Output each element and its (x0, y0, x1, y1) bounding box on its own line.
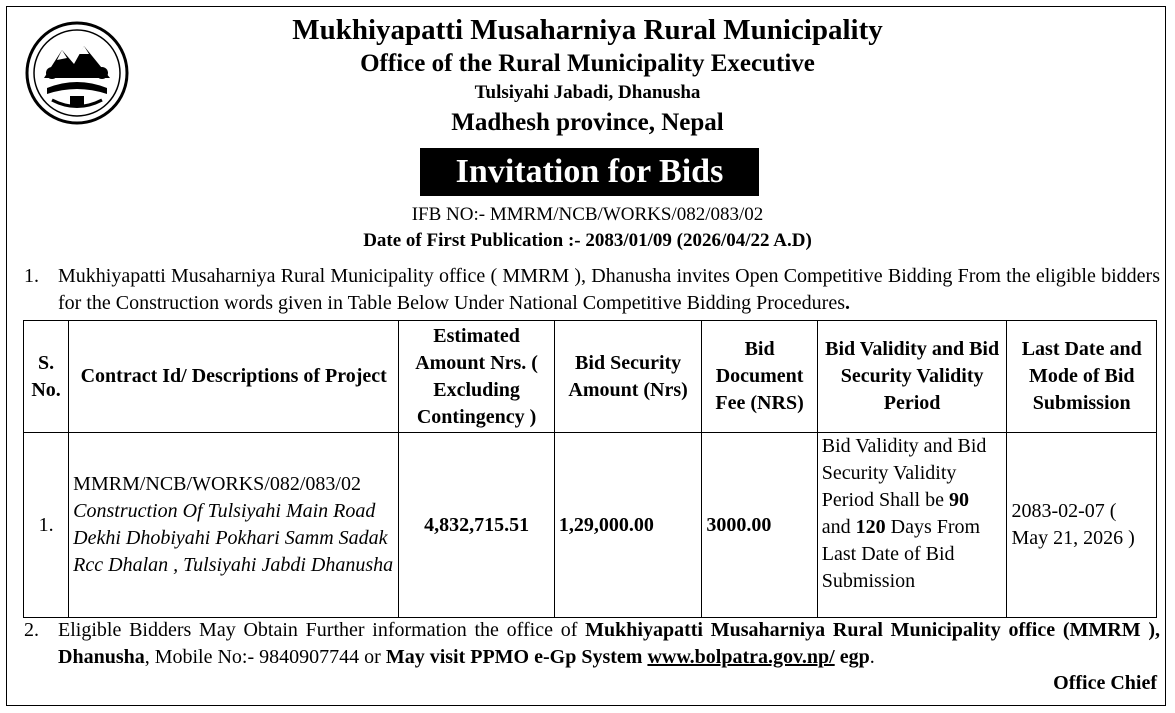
validity-text-a: Bid Validity and Bid Security Validity Period Shall be (821, 435, 987, 511)
paragraph-2-text-a: Eligible Bidders May Obtain Further information the office of (58, 619, 578, 641)
row-estimated-amount: 4,832,715.51 (399, 433, 555, 618)
paragraph-2-end: . (869, 646, 875, 668)
ppmo-text: May visit PPMO e-Gp System (385, 646, 643, 668)
header-bid-security: Bid Security Amount (Nrs) (554, 321, 702, 433)
province-line: Madhesh province, Nepal (451, 109, 724, 136)
paragraph-2 (24, 617, 1160, 671)
row-document-fee: 3000.00 (702, 433, 817, 618)
municipality-name: Mukhiyapatti Musaharniya Rural Municipality (292, 14, 883, 46)
row-validity (817, 433, 1007, 618)
egp-text: egp (839, 646, 870, 668)
paragraph-1-text: Mukhiyapatti Musaharniya Rural Municipality office ( MMRM ), Dhanusha invites Open Competitive Bidding From the eligible bidders for the Construction words given in Table Below Under National Competitive Bidding Procedures (58, 265, 1160, 314)
header-estimated-amount: Estimated Amount Nrs. ( Excluding Contingency ) (399, 321, 555, 433)
header-validity: Bid Validity and Bid Security Validity Period (817, 321, 1007, 433)
validity-text-c: and (821, 516, 851, 538)
header-description: Contract Id/ Descriptions of Project (69, 321, 399, 433)
office-address: Tulsiyahi Jabadi, Dhanusha (474, 82, 701, 103)
office-name: Office of the Rural Municipality Executive (360, 50, 815, 77)
notice-title: Invitation for Bids (420, 148, 759, 196)
ifb-number: IFB NO:- MMRM/NCB/WORKS/082/083/02 (411, 204, 764, 225)
paragraph-1 (24, 263, 1160, 317)
row-bid-security: 1,29,000.00 (554, 433, 702, 618)
header-last-date: Last Date and Mode of Bid Submission (1007, 321, 1157, 433)
paragraph-number: 2. (24, 619, 39, 641)
bid-table (23, 320, 1157, 618)
signature: Office Chief (1053, 672, 1157, 694)
mobile-text: , Mobile No:- 9840907744 or (144, 646, 381, 668)
paragraph-number: 1. (24, 265, 39, 287)
bolpatra-link[interactable]: www.bolpatra.gov.np/ (647, 646, 835, 668)
table-row (24, 433, 1157, 618)
row-sn: 1. (24, 433, 69, 618)
contract-id: MMRM/NCB/WORKS/082/083/02 (73, 473, 361, 495)
paragraph-1-end: . (844, 292, 850, 314)
project-description: Construction Of Tulsiyahi Main Road Dekhi Dhobiyahi Pokhari Samm Sadak Rcc Dhalan , Tulsiyahi Jabdi Dhanusha (73, 500, 394, 576)
header-document-fee: Bid Document Fee (NRS) (702, 321, 817, 433)
publication-date: Date of First Publication :- 2083/01/09 (2026/04/22 A.D) (363, 230, 812, 251)
header-sn: S. No. (24, 321, 69, 433)
table-header-row (24, 321, 1157, 433)
validity-days-1: 90 (949, 489, 969, 511)
office-reference: Mukhiyapatti Musaharniya Rural Municipality office (MMRM ), Dhanusha (58, 619, 1160, 668)
validity-text-e: Days From Last Date of Bid Submission (821, 516, 981, 592)
validity-days-2: 120 (855, 516, 886, 538)
row-description (69, 433, 399, 618)
row-last-date: 2083-02-07 ( May 21, 2026 ) (1007, 433, 1157, 618)
